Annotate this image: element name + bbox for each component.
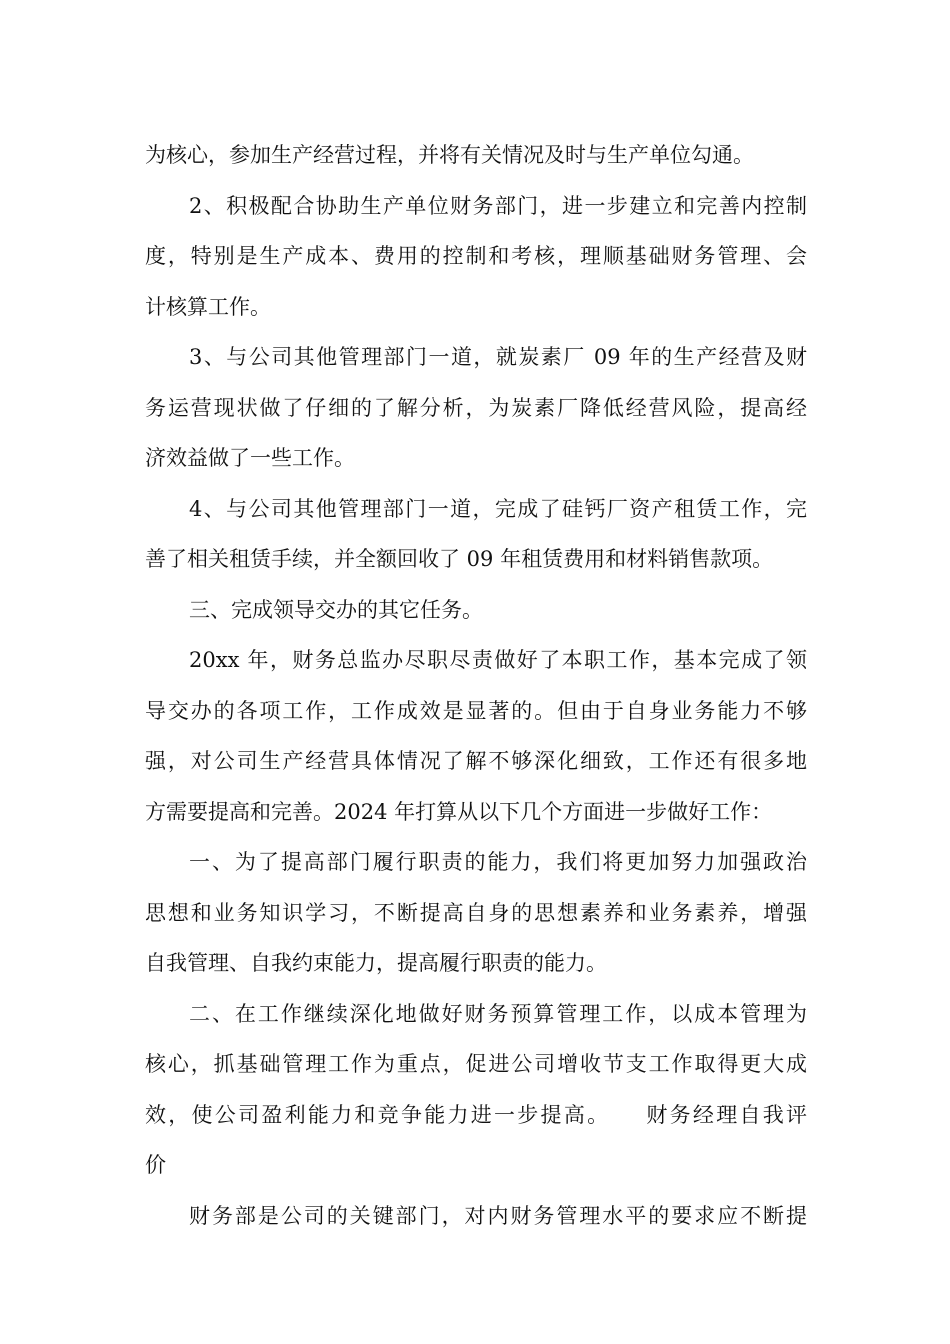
text-line: 务运营现状做了仔细的了解分析，为炭素厂降低经营风险，提高经 (145, 395, 807, 420)
text-line: 善了相关租赁手续，并全额回收了 09 年租赁费用和材料销售款项。 (145, 547, 774, 571)
text-line: 强，对公司生产经营具体情况了解不够深化细致，工作还有很多地 (145, 749, 807, 773)
text-line: 财务部是公司的关键部门，对内财务管理水平的要求应不断提 (189, 1203, 807, 1228)
text-line: 度，特别是生产成本、费用的控制和考核，理顺基础财务管理、会 (145, 244, 807, 268)
text-line: 济效益做了一些工作。 (145, 446, 355, 470)
text-line: 20xx 年，财务总监办尽职尽责做好了本职工作，基本完成了领 (189, 648, 807, 672)
text-line: 自我管理、自我约束能力，提高履行职责的能力。 (145, 951, 607, 975)
text-line: 导交办的各项工作，工作成效是显著的。但由于自身业务能力不够 (145, 698, 807, 723)
section-heading: 三、完成领导交办的其它任务。 (189, 597, 483, 622)
text-line: 计核算工作。 (145, 294, 271, 319)
text-line: 效，使公司盈利能力和竞争能力进一步提高。 财务经理自我评 (145, 1102, 807, 1127)
text-line: 思想和业务知识学习，不断提高自身的思想素养和业务素养，增强 (145, 900, 807, 925)
text-line: 为核心，参加生产经营过程，并将有关情况及时与生产单位勾通。 (145, 143, 754, 167)
text-line: 一、为了提高部门履行职责的能力，我们将更加努力加强政治 (189, 850, 807, 874)
text-line: 3、与公司其他管理部门一道，就炭素厂 09 年的生产经营及财 (189, 345, 807, 369)
document-body (145, 130, 807, 1241)
text-line: 二、在工作继续深化地做好财务预算管理工作，以成本管理为 (189, 1001, 807, 1026)
text-line: 价 (145, 1153, 166, 1177)
text-line: 核心，抓基础管理工作为重点，促进公司增收节支工作取得更大成 (145, 1052, 807, 1076)
text-line: 4、与公司其他管理部门一道，完成了硅钙厂资产租赁工作，完 (189, 496, 807, 521)
text-line: 方需要提高和完善。2024 年打算从以下几个方面进一步做好工作： (145, 799, 773, 824)
text-line: 2、积极配合协助生产单位财务部门，进一步建立和完善内控制 (189, 193, 807, 218)
